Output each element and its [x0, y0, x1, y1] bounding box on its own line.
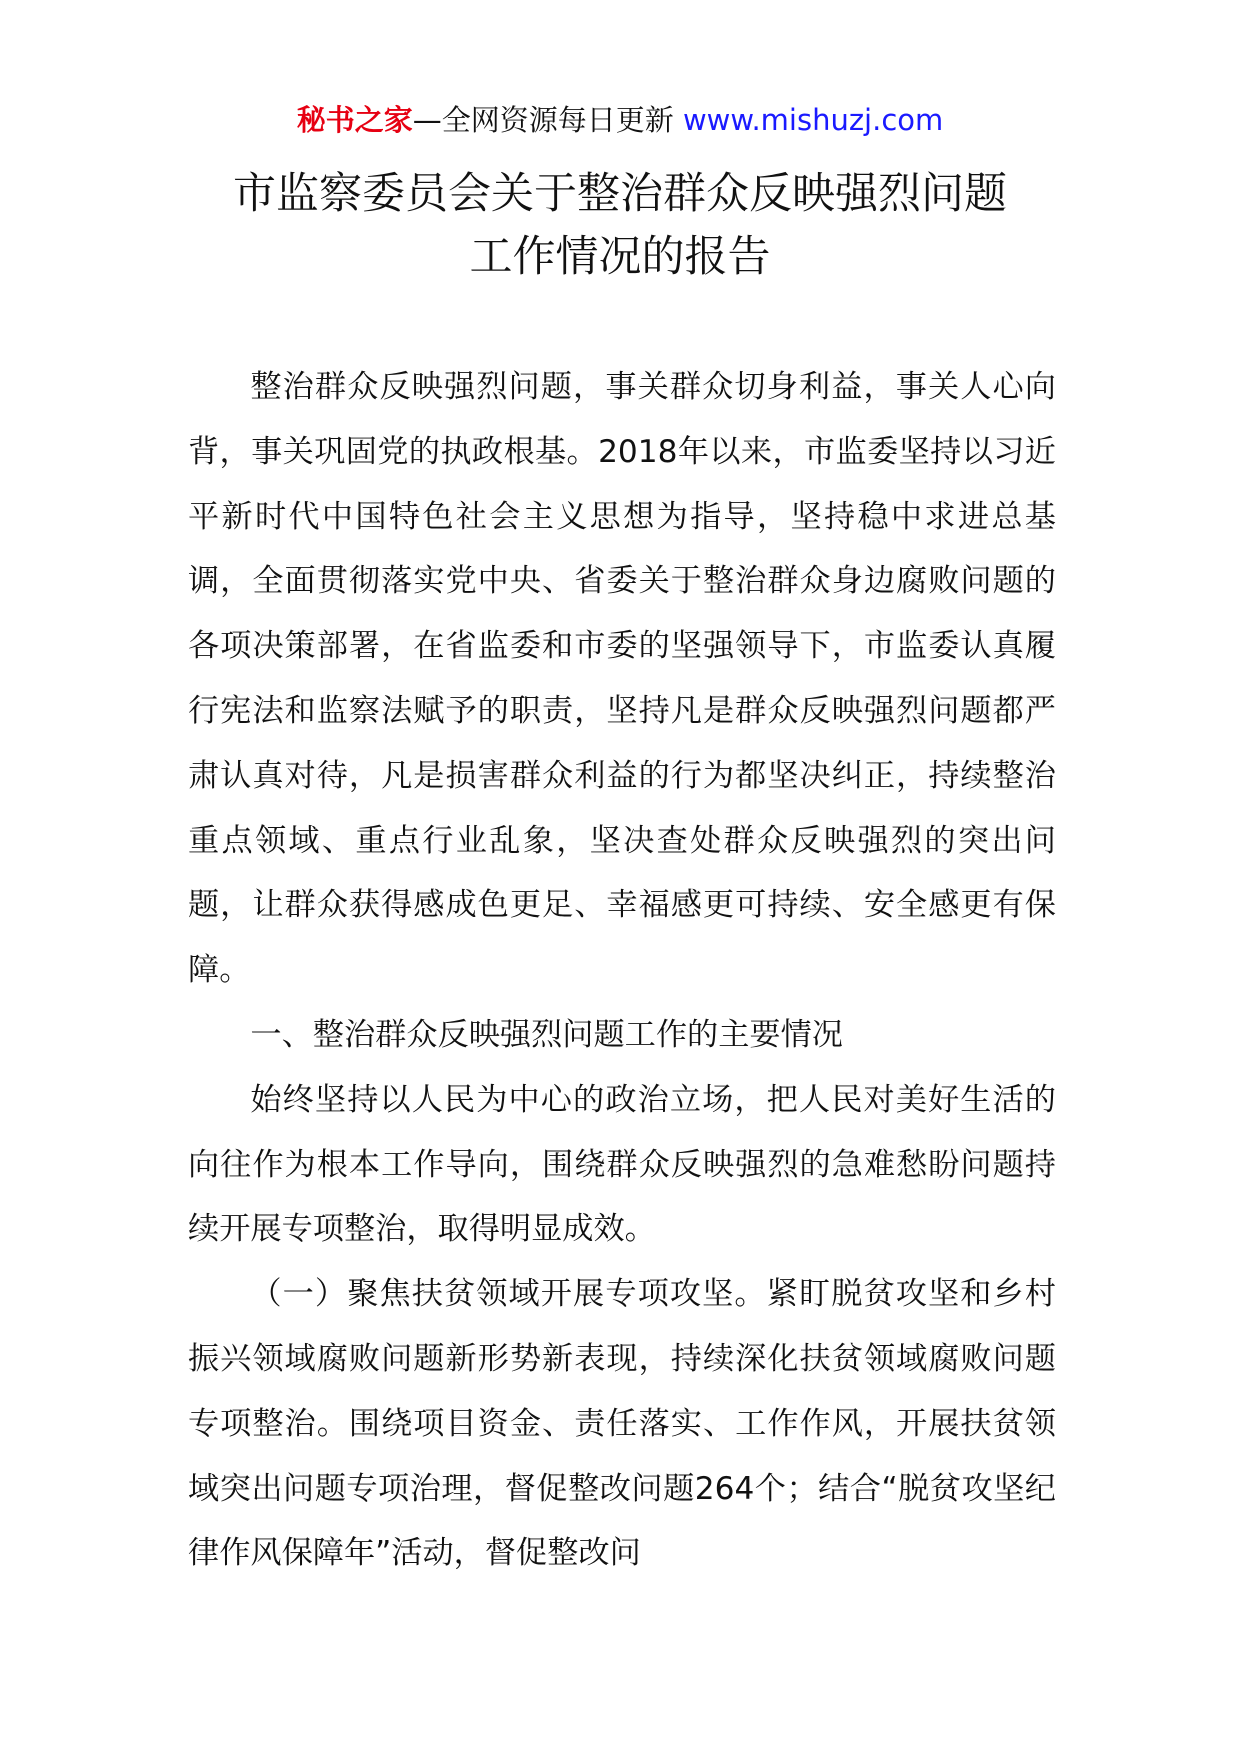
site-link[interactable]: www.mishuzj.com [682, 103, 944, 137]
document-title-line-1: 市监察委员会关于整治群众反映强烈问题 [233, 169, 1007, 219]
site-header [0, 100, 1240, 140]
section-heading: 一、整治群众反映强烈问题工作的主要情况 [250, 1016, 843, 1053]
document-body [188, 355, 1056, 1586]
document-title-line-2: 工作情况的报告 [469, 232, 771, 282]
header-tagline: —全网资源每日更新 [412, 103, 683, 137]
subsection-paragraph: （一）聚焦扶贫领域开展专项攻坚。紧盯脱贫攻坚和乡村振兴领域腐败问题新形势新表现，持续深化扶贫领域腐败问题专项整治。围绕项目资金、责任落实、工作作风，开展扶贫领域突出问题专项治理，督促整改问题264个；结合“脱贫攻坚纪律作风保障年”活动，督促整改问 [188, 1276, 1056, 1572]
section-paragraph: 始终坚持以人民为中心的政治立场，把人民对美好生活的向往作为根本工作导向，围绕群众反映强烈的急难愁盼问题持续开展专项整治，取得明显成效。 [188, 1081, 1056, 1248]
intro-paragraph: 整治群众反映强烈问题，事关群众切身利益，事关人心向背，事关巩固党的执政根基。2018年以来，市监委坚持以习近平新时代中国特色社会主义思想为指导，坚持稳中求进总基调，全面贯彻落实党中央、省委关于整治群众身边腐败问题的各项决策部署，在省监委和市委的坚强领导下，市监委认真履行宪法和监察法赋予的职责，坚持凡是群众反映强烈问题都严肃认真对待，凡是损害群众利益的行为都坚决纠正，持续整治重点领域、重点行业乱象，坚决查处群众反映强烈的突出问题，让群众获得感成色更足、幸福感更可持续、安全感更有保障。 [188, 369, 1056, 989]
brand-name: 秘书之家 [296, 103, 413, 137]
